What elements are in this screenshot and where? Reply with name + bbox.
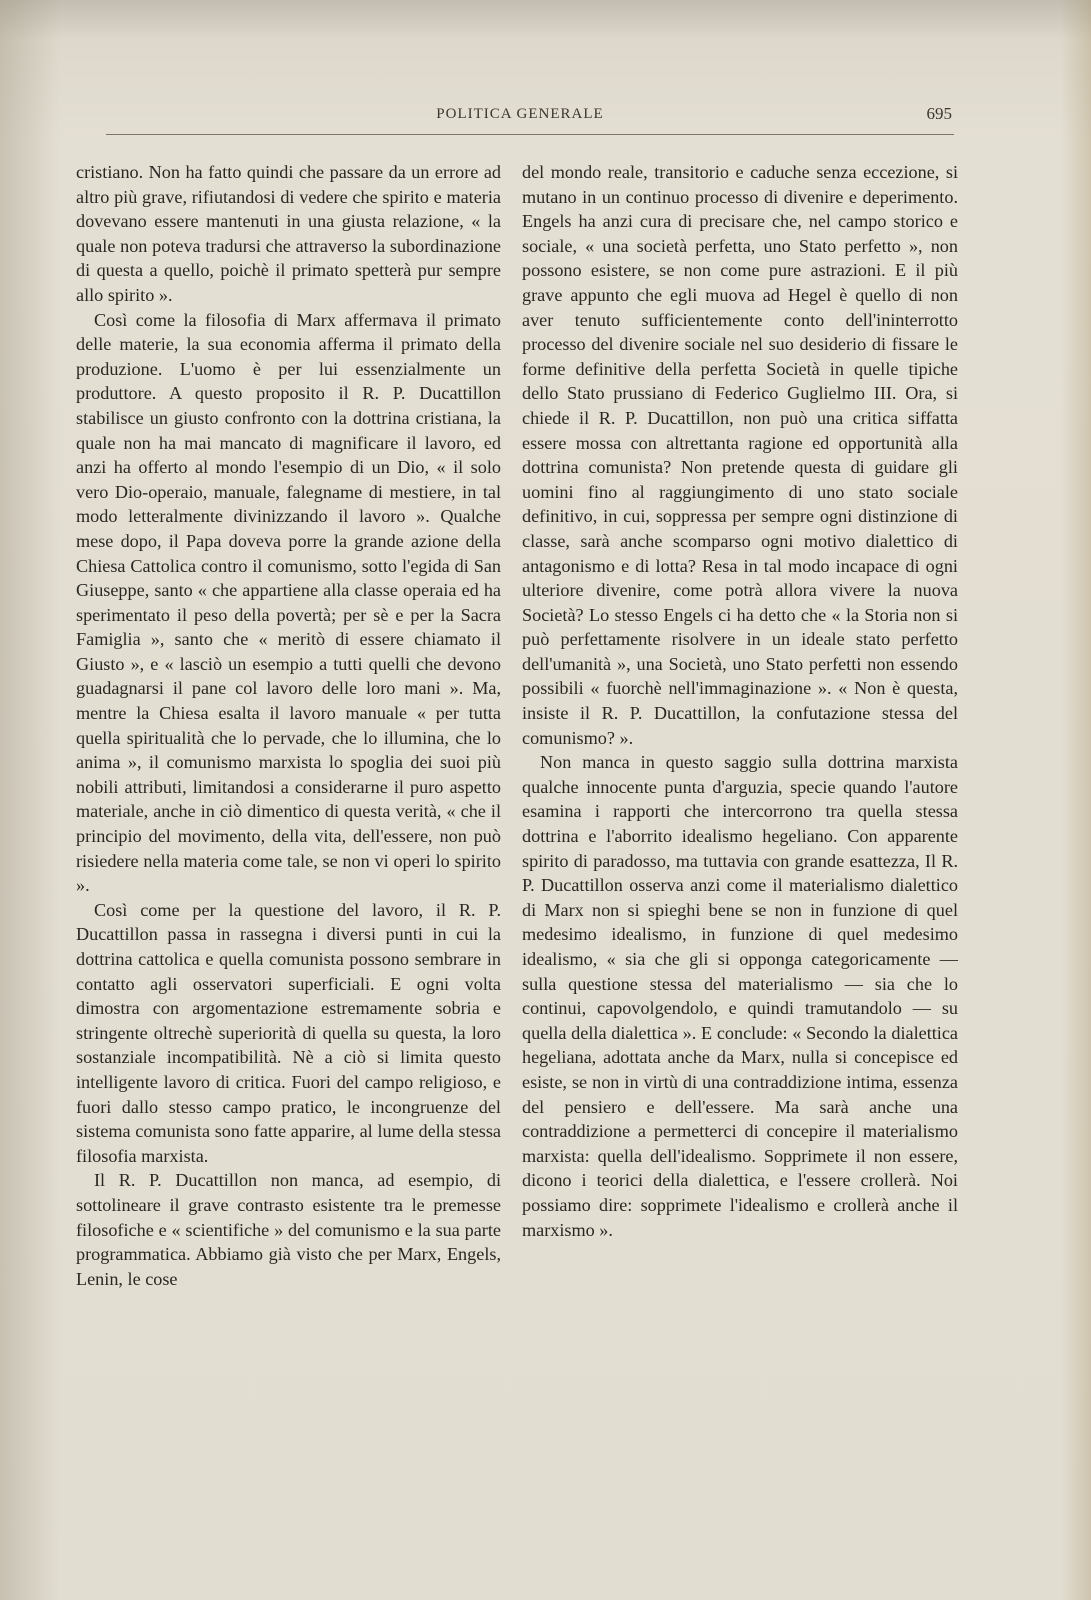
paragraph: Non manca in questo saggio sulla dottrina marxista qualche innocente punta d'arguzia, specie quando l'autore esamina i rapporti che intercorrono tra quella stessa dottrina e l'aborrito idealismo hegeliano. Con apparente spirito di paradosso, ma tuttavia con grande esattezza, Il R. P. Ducattillon osserva anzi come il materialismo dialettico di Marx non si spieghi bene se non in funzione di quel medesimo idealismo, in funzione di quel medesimo idealismo, « sia che gli si opponga categoricamente — sulla questione stessa del materialismo — sia che lo continui, capovolgendolo, e quindi tramutandolo — su quella della dialettica ». E conclude: « Secondo la dialettica hegeliana, adottata anche da Marx, nulla si concepisce ed esiste, se non in virtù di una contraddizione intima, essenza del pensiero e dell'essere. Ma sarà anche una contraddizione a permetterci di concepire il materialismo marxista: quella dell'idealismo. Sopprimete il non essere, dicono i teorici della dialettica, e l'essere crollerà. Noi possiamo dire: sopprimete l'idealismo e crollerà anche il marxismo ». bbox=[522, 752, 958, 1240]
page-number: 695 bbox=[926, 104, 952, 123]
paragraph: cristiano. Non ha fatto quindi che passare da un errore ad altro più grave, rifiutandosi di vedere che spirito e materia dovevano essere mantenuti in una giusta relazione, « la quale non poteva tradursi che attraverso la subordinazione di questa a quello, poichè il primato spetterà pur sempre allo spirito ». bbox=[76, 162, 501, 305]
running-header bbox=[80, 104, 960, 134]
paragraph: del mondo reale, transitorio e caduche senza eccezione, si mutano in un continuo processo di divenire e deperimento. Engels ha anzi cura di precisare che, nel campo storico e sociale, « una società perfetta, uno Stato perfetto », non possono esistere, se non come pure astrazioni. E il più grave appunto che egli muova ad Hegel è quello di non aver tenuto sufficientemente conto dell'ininterrotto processo del divenire sociale nel suo desiderio di fissare le forme definitive della perfetta Società in quelle tipiche dello Stato prussiano di Federico Guglielmo III. Ora, si chiede il R. P. Ducattillon, non può una critica siffatta essere mossa con altrettanta ragione ed opportunità alla dottrina comunista? Non pretende questa di guidare gli uomini fino al raggiungimento di uno stato sociale definitivo, in cui, soppressa per sempre ogni distinzione di classe, sarà anche scomparso ogni motivo dialettico di antagonismo e di lotta? Resa in tal modo incapace di ogni ulteriore divenire, come potrà allora vivere la nuova Società? Lo stesso Engels ci ha detto che « la Storia non si può perfettamente risolvere in un ideale stato perfetto dell'umanità », una Società, uno Stato perfetti non essendo possibili « fuorchè nell'immaginazione ». « Non è questa, insiste il R. P. Ducattillon, la confutazione stessa del comunismo? ». bbox=[522, 162, 958, 748]
header-rule bbox=[106, 134, 954, 135]
paragraph: Così come la filosofia di Marx affermava il primato delle materie, la sua economia afferma il primato della produzione. L'uomo è per lui essenzialmente un produttore. A questo proposito il R. P. Ducattillon stabilisce un giusto confronto con la dottrina cristiana, la quale non ha mai mancato di magnificare il lavoro, ed anzi ha offerto al mondo l'esempio di un Dio, « il solo vero Dio-operaio, manuale, falegname di mestiere, in tal modo letteralmente divinizzando il lavoro ». Qualche mese dopo, il Papa doveva porre la grande azione della Chiesa Cattolica contro il comunismo, sotto l'egida di San Giuseppe, santo « che appartiene alla classe operaia ed ha sperimentato il peso della povertà; per sè e per la Sacra Famiglia », santo che « meritò di essere chiamato il Giusto », e « lasciò un esempio a tutti quelli che devono guadagnarsi il pane col lavoro delle loro mani ». Ma, mentre la Chiesa esalta il lavoro manuale « per tutta quella spiritualità che lo pervade, che lo illumina, che lo anima », il comunismo marxista lo spoglia dei suoi più nobili attributi, limitandosi a considerarne il puro aspetto materiale, anche in ciò dimentico di questa verità, « che il principio del movimento, della vita, dell'essere, non può risiedere nella materia come tale, se non vi operi lo spirito ». bbox=[76, 309, 501, 896]
right-column bbox=[522, 160, 958, 1242]
left-column bbox=[76, 160, 501, 1291]
running-head-title: POLITICA GENERALE bbox=[436, 106, 604, 122]
paragraph: Il R. P. Ducattillon non manca, ad esempio, di sottolineare il grave contrasto esistente tra le premesse filosofiche e « scientifiche » del comunismo e la sua parte programmatica. Abbiamo già visto che per Marx, Engels, Lenin, le cose bbox=[76, 1170, 501, 1289]
paragraph: Così come per la questione del lavoro, il R. P. Ducattillon passa in rassegna i diversi punti in cui la dottrina cattolica e quella comunista possono sembrare in contatto agli osservatori superficiali. E ogni volta dimostra con argomentazione estremamente sobria e stringente oltrechè superiorità di quella su questa, la loro sostanziale incompatibilità. Nè a ciò si limita questo intelligente lavoro di critica. Fuori del campo religioso, e fuori dallo stesso campo pratico, le incongruenze del sistema comunista sono fatte apparire, al lume della stessa filosofia marxista. bbox=[76, 899, 501, 1166]
